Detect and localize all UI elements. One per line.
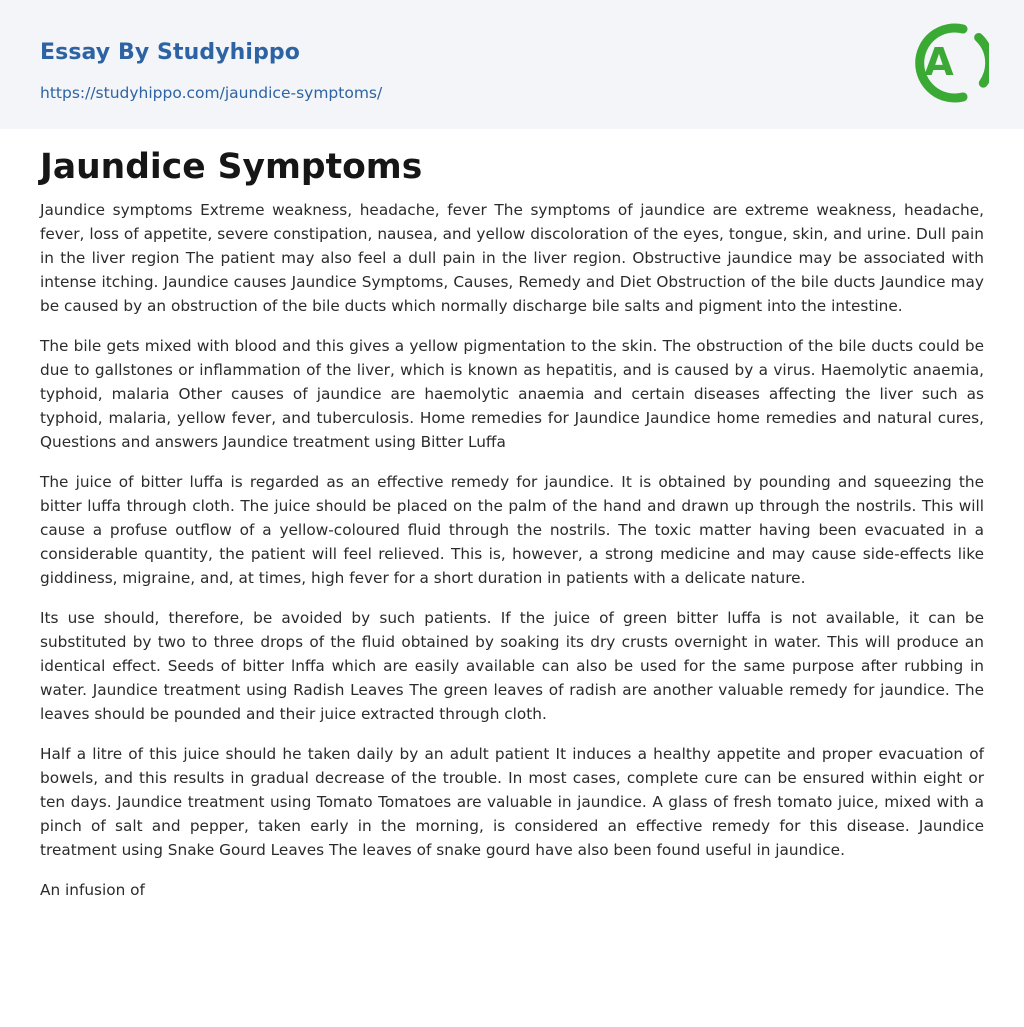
logo-letter: A [924, 40, 954, 84]
article-paragraph: The juice of bitter luffa is regarded as an effective remedy for jaundice. It is obtained by pounding and squeezing the bitter luffa through cloth. The juice should be placed on the palm of the hand and drawn up through the nostrils. This will cause a profuse outflow of a yellow-coloured fluid through the nostrils. The toxic matter having been evacuated in a considerable quantity, the patient will feel relieved. This is, however, a strong medicine and may cause side-effects like giddiness, migraine, and, at times, high fever for a short duration in patients with a delicate nature. [40, 473, 984, 587]
article-content [40, 144, 984, 918]
site-brand[interactable]: Essay By Studyhippo [40, 40, 300, 65]
source-url-link[interactable]: https://studyhippo.com/jaundice-symptoms/ [40, 84, 383, 102]
site-header [0, 0, 1024, 129]
article-paragraph: Half a litre of this juice should he taken daily by an adult patient It induces a healthy appetite and proper evacuation of bowels, and this results in gradual decrease of the trouble. In most cases, complete cure can be ensured within eight or ten days. Jaundice treatment using Tomato Tomatoes are valuable in jaundice. A glass of fresh tomato juice, mixed with a pinch of salt and pepper, taken early in the morning, is considered an effective remedy for this disease. Jaundice treatment using Snake Gourd Leaves The leaves of snake gourd have also been found useful in jaundice. [40, 745, 984, 859]
article-paragraph: An infusion of [40, 881, 145, 899]
page-title: Jaundice Symptoms [40, 147, 423, 187]
article-paragraph: The bile gets mixed with blood and this gives a yellow pigmentation to the skin. The obstruction of the bile ducts could be due to gallstones or inflammation of the liver, which is known as hepatitis, and is caused by a virus. Haemolytic anaemia, typhoid, malaria Other causes of jaundice are haemolytic anaemia and certain diseases affecting the liver such as typhoid, malaria, yellow fever, and tuberculosis. Home remedies for Jaundice Jaundice home remedies and natural cures, Questions and answers Jaundice treatment using Bitter Luffa [40, 337, 984, 451]
studyhippo-logo[interactable] [905, 18, 989, 108]
logo-ring-right-icon [963, 29, 989, 97]
article-paragraph: Its use should, therefore, be avoided by such patients. If the juice of green bitter luffa is not available, it can be substituted by two to three drops of the fluid obtained by soaking its dry crusts overnight in water. This will produce an identical effect. Seeds of bitter lnffa which are easily available can also be used for the same purpose after rubbing in water. Jaundice treatment using Radish Leaves The green leaves of radish are another valuable remedy for jaundice. The leaves should be pounded and their juice extracted through cloth. [40, 609, 984, 723]
article-paragraph: Jaundice symptoms Extreme weakness, headache, fever The symptoms of jaundice are extreme weakness, headache, fever, loss of appetite, severe constipation, nausea, and yellow discoloration of the eyes, tongue, skin, and urine. Dull pain in the liver region The patient may also feel a dull pain in the liver region. Obstructive jaundice may be associated with intense itching. Jaundice causes Jaundice Symptoms, Causes, Remedy and Diet Obstruction of the bile ducts Jaundice may be caused by an obstruction of the bile ducts which normally discharge bile salts and pigment into the intestine. [40, 201, 984, 315]
